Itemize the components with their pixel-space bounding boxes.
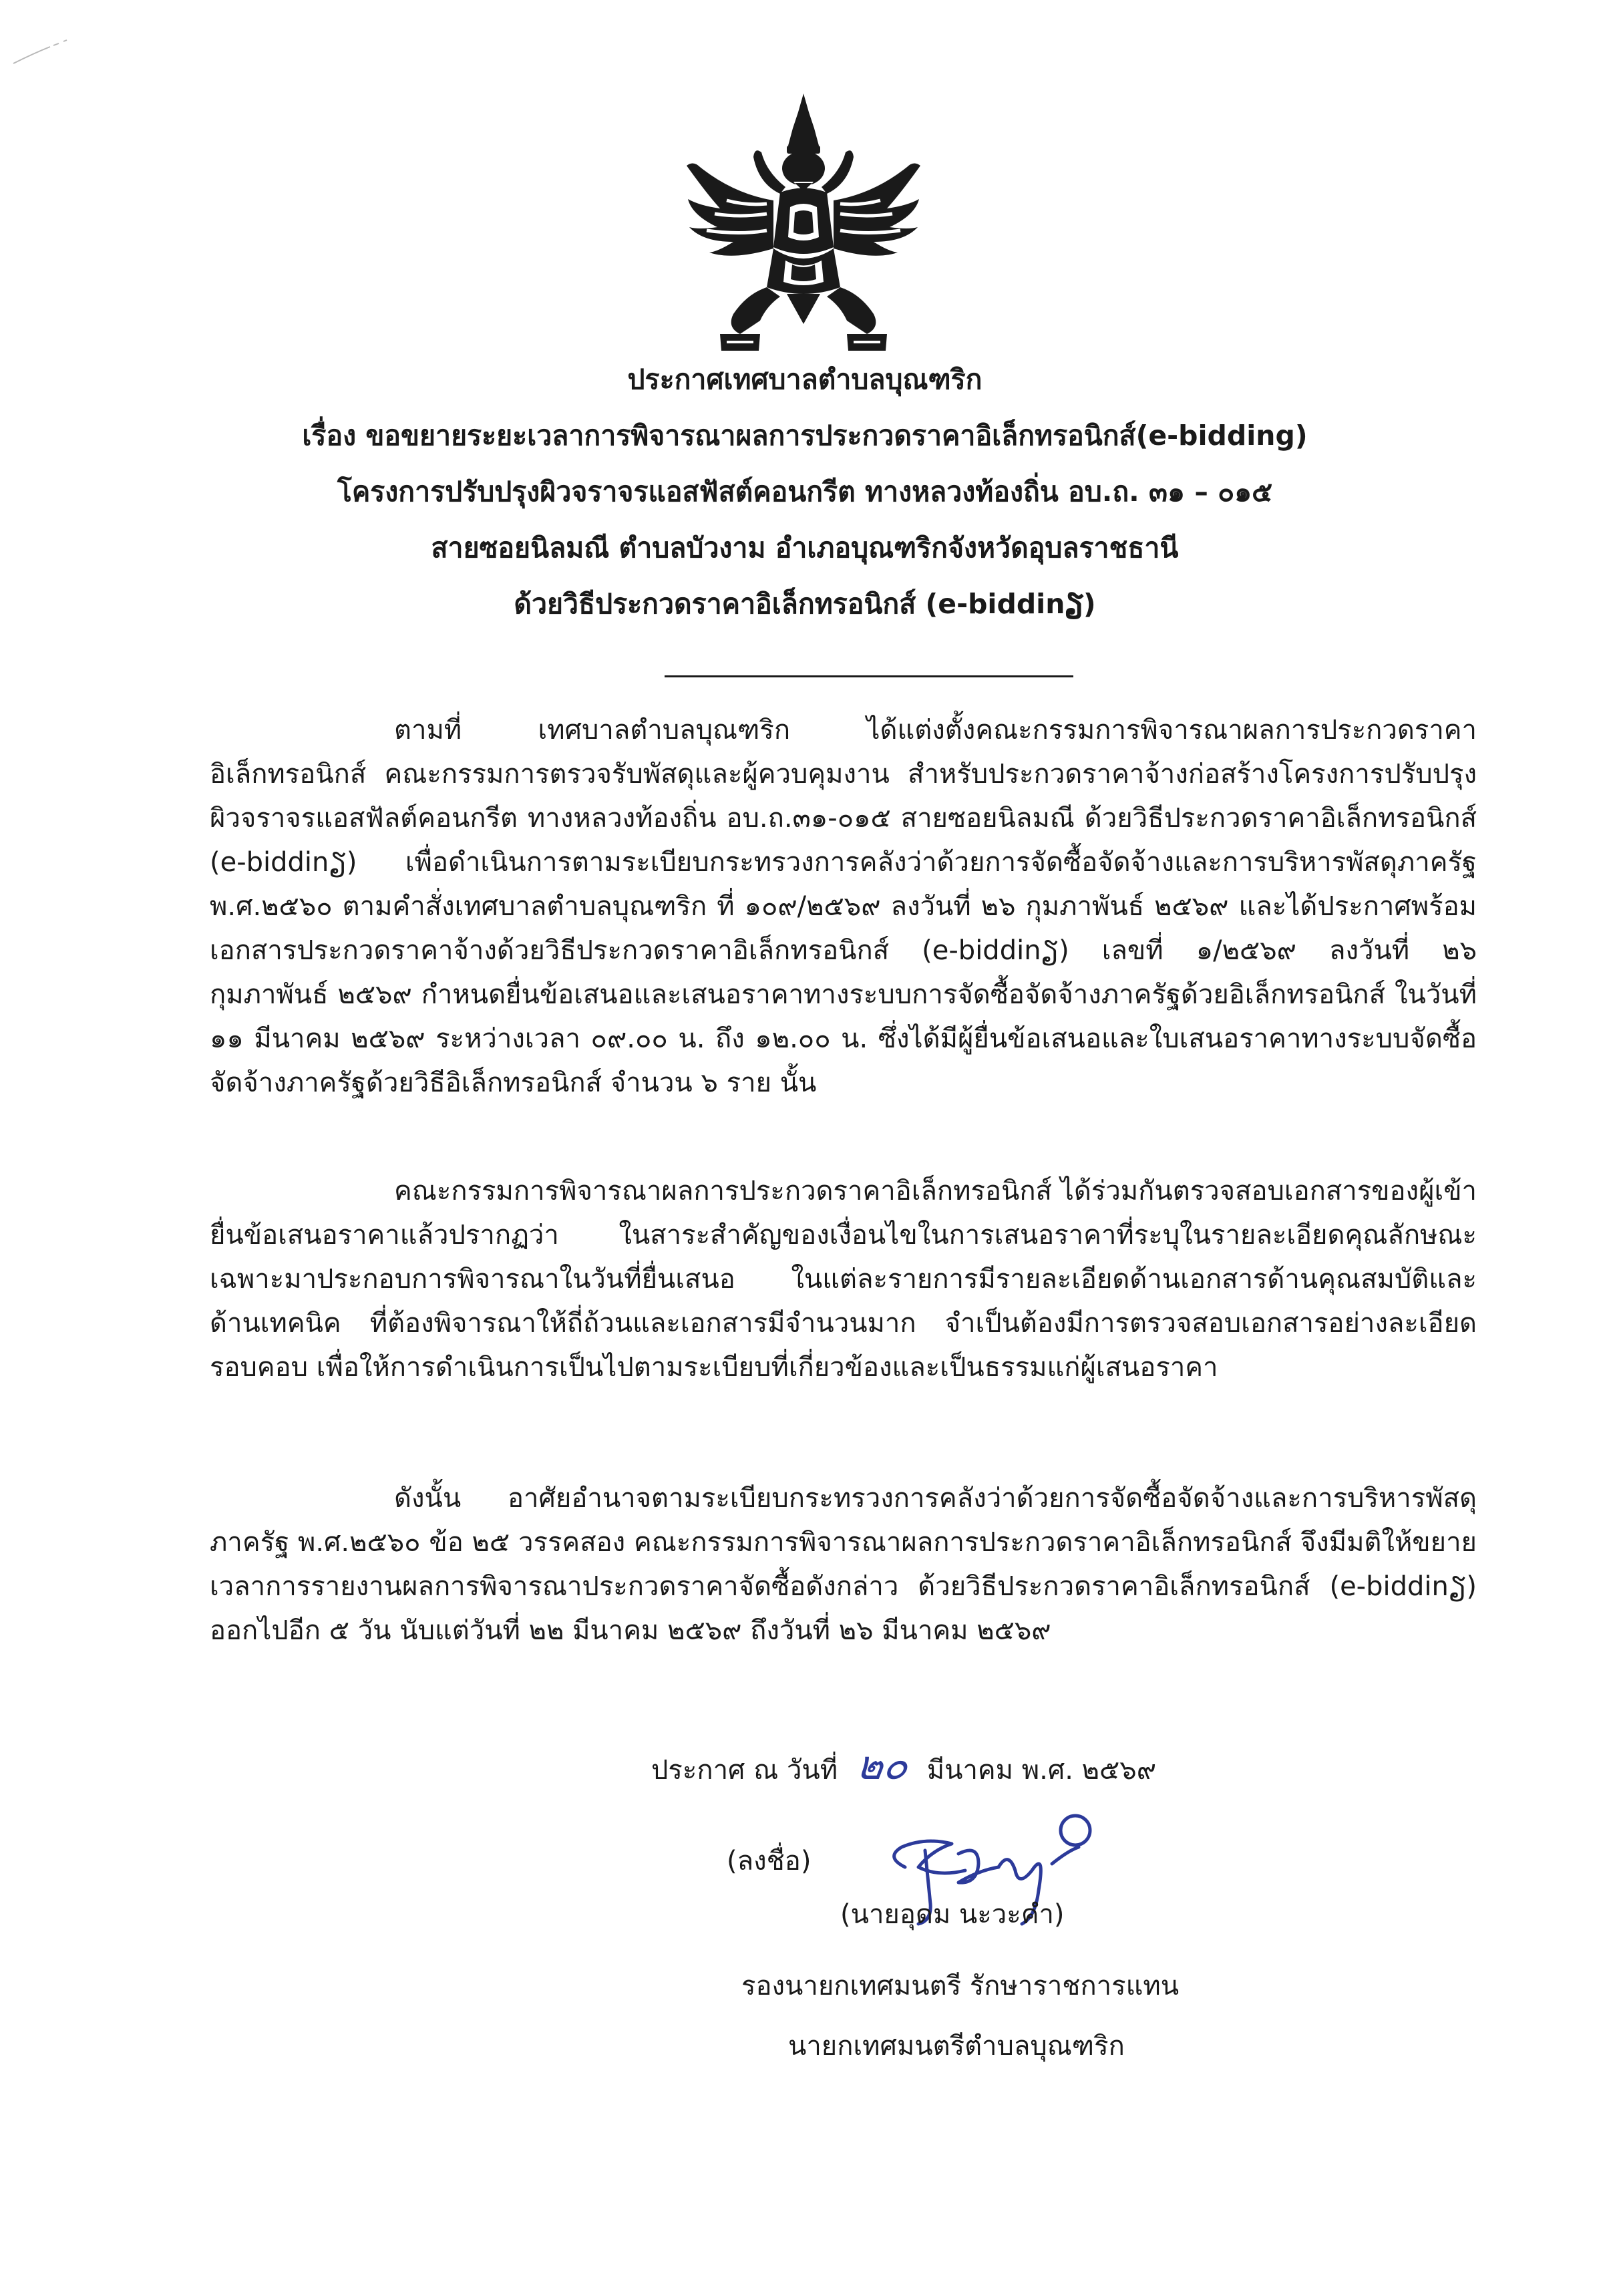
announcement-method: ด้วยวิธีประกวดราคาอิเล็กทรอนิกส์ (e-biddinຽ) [514,588,1096,620]
body-paragraph-1: ตามที่ เทศบาลตำบลบุณฑริก ได้แต่งตั้งคณะกรรมการพิจารณาผลการประกวดราคาอิเล็กทรอนิกส์ คณะกรรมการตรวจรับพัสดุและผู้ควบคุมงาน สำหรับประกวดราคาจ้างก่อสร้างโครงการปรับปรุงผิวจราจรแอสฟัลต์คอนกรีต ทางหลวงท้องถิ่น อบ.ถ.๓๑-๐๑๕ สายซอยนิลมณี ด้วยวิธีประกวดราคาอิเล็กทรอนิกส์ (e-biddinຽ) เพื่อดำเนินการตามระเบียบกระทรวงการคลังว่าด้วยการจัดซื้อจัดจ้างและการบริหารพัสดุภาครัฐ พ.ศ.๒๕๖๐ ตามคำสั่งเทศบาลตำบลบุณฑริก ที่ ๑๐๙/๒๕๖๙ ลงวันที่ ๒๖ กุมภาพันธ์ ๒๕๖๙ และได้ประกาศพร้อมเอกสารประกวดราคาจ้างด้วยวิธีประกวดราคาอิเล็กทรอนิกส์ (e-biddinຽ) เลขที่ ๑/๒๕๖๙ ลงวันที่ ๒๖ กุมภาพันธ์ ๒๕๖๙ กำหนดยื่นข้อเสนอและเสนอราคาทางระบบการจัดซื้อจัดจ้างภาครัฐด้วยอิเล็กทรอนิกส์ ในวันที่ ๑๑ มีนาคม ๒๕๖๙ ระหว่างเวลา ๐๙.๐๐ น. ถึง ๑๒.๐๐ น. ซึ่งได้มีผู้ยื่นข้อเสนอและใบเสนอราคาทางระบบจัดซื้อจัดจ้างภาครัฐด้วยวิธีอิเล็กทรอนิกส์ จำนวน ๖ ราย นั้น [210,715,1477,1098]
announcement-title: ประกาศเทศบาลตำบลบุณฑริก [627,363,982,395]
body-paragraph-2-wrap [210,1169,1477,1389]
announcement-header [200,363,1409,620]
signed-label: (ลงชื่อ) [727,1846,812,1876]
announcement-subject: เรื่อง ขอขยายระยะเวลาการพิจารณาผลการประกวดราคาอิเล็กทรอนิกส์(e-bidding) [302,420,1308,452]
header-divider [665,675,1073,677]
date-day-handwritten: ๒๐ [853,1742,911,1789]
signer-title: นายกเทศมนตรีตำบลบุณฑริก [788,2031,1125,2062]
signer-position: รองนายกเทศมนตรี รักษาราชการแทน [741,1971,1180,2001]
garuda-emblem-icon [680,94,927,351]
body-paragraph-2: คณะกรรมการพิจารณาผลการประกวดราคาอิเล็กทรอนิกส์ ได้ร่วมกันตรวจสอบเอกสารของผู้เข้ายื่นข้อเสนอราคาแล้วปรากฏว่า ในสาระสำคัญของเงื่อนไขในการเสนอราคาที่ระบุในรายละเอียดคุณลักษณะเฉพาะมาประกอบการพิจารณาในวันที่ยื่นเสนอ ในแต่ละรายการมีรายละเอียดด้านเอกสารด้านคุณสมบัติและด้านเทคนิค ที่ต้องพิจารณาให้ถี่ถ้วนและเอกสารมีจำนวนมาก จำเป็นต้องมีการตรวจสอบเอกสารอย่างละเอียด รอบคอบ เพื่อให้การดำเนินการเป็นไปตามระเบียบที่เกี่ยวข้องและเป็นธรรมแก่ผู้เสนอราคา [210,1176,1477,1383]
signer-name: (นายอุดม นะวะคำ) [840,1899,1065,1930]
announcement-location: สายซอยนิลมณี ตำบลบัวงาม อำเภอบุณฑริกจังหวัดอุบลราชธานี [431,532,1179,564]
announcement-body [210,708,1477,1105]
scan-artifact [0,27,87,67]
body-paragraph-3: ดังนั้น อาศัยอำนาจตามระเบียบกระทรวงการคลังว่าด้วยการจัดซื้อจัดจ้างและการบริหารพัสดุภาครัฐ พ.ศ.๒๕๖๐ ข้อ ๒๕ วรรคสอง คณะกรรมการพิจารณาผลการประกวดราคาอิเล็กทรอนิกส์ จึงมีมติให้ขยายเวลาการรายงานผลการพิจารณาประกวดราคาจัดซื้อดังกล่าว ด้วยวิธีประกวดราคาอิเล็กทรอนิกส์ (e-biddinຽ) ออกไปอีก ๕ วัน นับแต่วันที่ ๒๒ มีนาคม ๒๕๖๙ ถึงวันที่ ๒๖ มีนาคม ๒๕๖๙ [210,1483,1477,1646]
date-prefix: ประกาศ ณ วันที่ [651,1755,838,1786]
body-paragraph-3-wrap [210,1476,1477,1653]
announcement-date [651,1734,1156,1797]
date-suffix: มีนาคม พ.ศ. ๒๕๖๙ [926,1755,1156,1786]
announcement-project: โครงการปรับปรุงผิวจราจรแอสฟัสต์คอนกรีต ทางหลวงท้องถิ่น อบ.ถ. ๓๑ – ๐๑๕ [337,476,1273,508]
